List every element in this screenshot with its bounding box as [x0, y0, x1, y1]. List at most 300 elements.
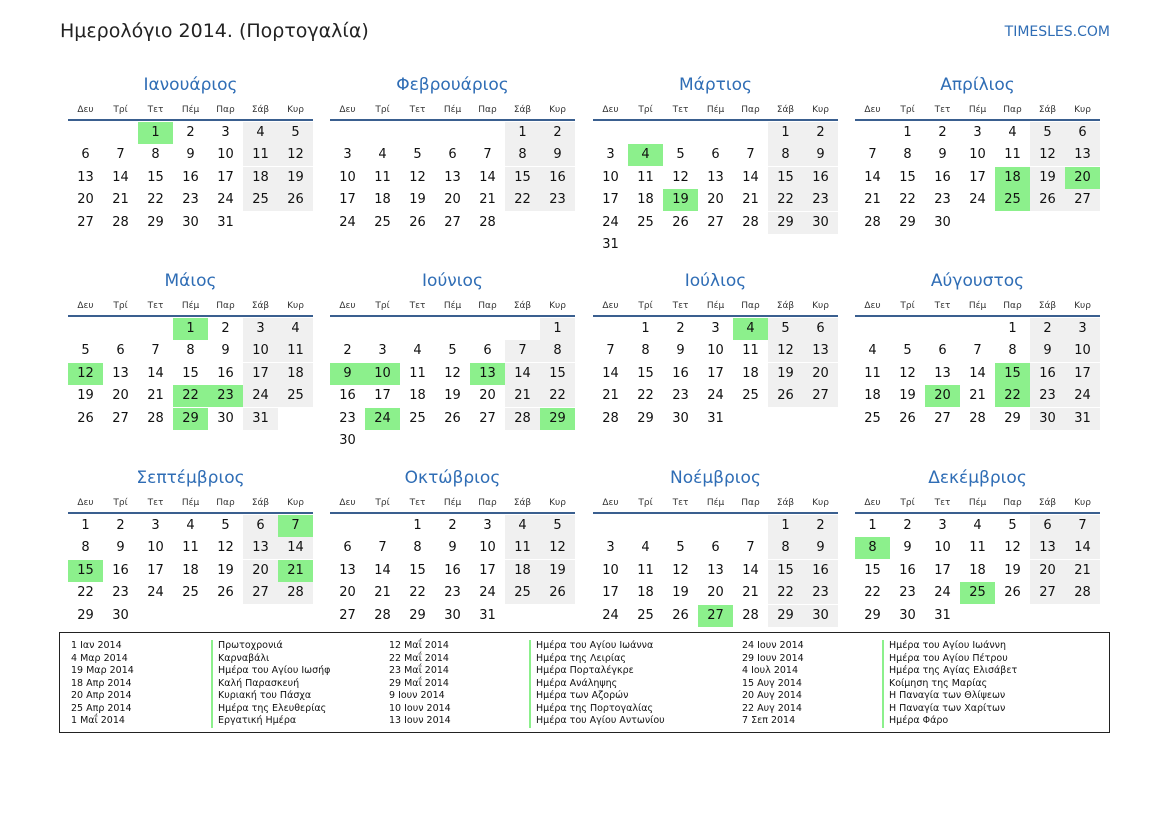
- weekday-label: Τετ: [672, 498, 689, 508]
- day-cell: 25: [374, 214, 391, 230]
- day-cell: 1: [768, 515, 803, 537]
- day-cell: 21: [602, 388, 619, 404]
- day-cell: 22: [864, 585, 881, 601]
- month-rule: [855, 512, 1100, 514]
- day-cell: 17: [243, 363, 278, 385]
- day-cell: 26: [672, 214, 689, 230]
- day-cell: 18: [374, 192, 391, 208]
- month-name: Ιανουάριος: [143, 75, 238, 95]
- day-cell: 12: [1030, 144, 1065, 166]
- day-cell: 7: [606, 343, 615, 359]
- day-cell: 28: [742, 214, 759, 230]
- day-cell: 17: [707, 365, 724, 381]
- weekday-label: Παρ: [478, 498, 497, 508]
- day-cell: 27: [77, 214, 94, 230]
- day-cell: 25: [182, 585, 199, 601]
- weekday-label: Πέμ: [706, 498, 725, 508]
- page-title: Ημερολόγιο 2014. (Πορτογαλία): [60, 20, 369, 42]
- day-cell: 28: [1065, 582, 1100, 604]
- day-cell: 30: [803, 212, 838, 234]
- day-cell: 23: [672, 388, 689, 404]
- day-cell: 2: [448, 518, 457, 533]
- day-cell: 7: [973, 343, 982, 359]
- day-cell: 14: [864, 169, 881, 185]
- day-cell: 26: [278, 189, 313, 211]
- holiday-date: 18 Απρ 2014: [71, 677, 132, 689]
- holiday-name: Η Παναγία των Θλίψεων: [882, 690, 1005, 703]
- day-cell: 4: [243, 122, 278, 144]
- day-cell: 22: [77, 585, 94, 601]
- day-cell: 19: [1004, 562, 1021, 578]
- holiday-day-cell: 29: [173, 408, 208, 430]
- day-cell: 6: [711, 540, 720, 556]
- day-cell: 2: [221, 321, 230, 336]
- month-rule: [68, 119, 313, 121]
- weekday-label: Τρί: [375, 498, 390, 508]
- day-cell: 21: [112, 192, 129, 208]
- day-cell: 6: [343, 540, 352, 556]
- day-cell: 30: [899, 607, 916, 623]
- weekday-label: Δευ: [339, 301, 356, 311]
- day-cell: 19: [899, 388, 916, 404]
- day-cell: 2: [903, 518, 912, 533]
- day-cell: 29: [899, 214, 916, 230]
- day-cell: 6: [448, 147, 457, 163]
- holiday-day-cell: 25: [960, 582, 995, 604]
- day-cell: 18: [505, 560, 540, 582]
- day-cell: 4: [1008, 125, 1017, 140]
- day-cell: 30: [1030, 408, 1065, 430]
- day-cell: 26: [77, 410, 94, 426]
- month-calendar: [330, 73, 575, 263]
- day-cell: 26: [899, 410, 916, 426]
- holiday-name: Καρναβάλι: [211, 653, 269, 666]
- day-cell: 1: [413, 518, 422, 533]
- weekday-label: Δευ: [602, 498, 619, 508]
- month-rule: [330, 512, 575, 514]
- day-cell: 8: [768, 144, 803, 166]
- day-cell: 7: [378, 540, 387, 556]
- day-cell: 4: [973, 518, 982, 533]
- day-cell: 16: [803, 167, 838, 189]
- day-cell: 4: [868, 343, 877, 359]
- day-cell: 30: [182, 214, 199, 230]
- day-cell: 7: [483, 147, 492, 163]
- day-cell: 31: [1065, 408, 1100, 430]
- day-cell: 2: [540, 122, 575, 144]
- weekday-label: Πέμ: [443, 301, 462, 311]
- day-cell: 16: [899, 562, 916, 578]
- day-cell: 20: [243, 560, 278, 582]
- day-cell: 7: [505, 340, 540, 362]
- month-name: Αύγουστος: [930, 271, 1025, 291]
- day-cell: 12: [217, 540, 234, 556]
- holiday-date: 19 Μαρ 2014: [71, 665, 134, 676]
- day-cell: 14: [278, 537, 313, 559]
- month-name: Απρίλιος: [940, 75, 1015, 95]
- day-cell: 27: [707, 214, 724, 230]
- holiday-date: 25 Απρ 2014: [71, 702, 132, 714]
- day-cell: 15: [637, 365, 654, 381]
- day-cell: 24: [479, 585, 496, 601]
- weekday-label: Παρ: [1003, 498, 1022, 508]
- day-cell: 5: [540, 515, 575, 537]
- holiday-date: 9 Ιουν 2014: [389, 690, 445, 701]
- holiday-day-cell: 15: [995, 363, 1030, 385]
- day-cell: 20: [444, 192, 461, 208]
- day-cell: 2: [938, 125, 947, 140]
- holiday-date: 24 Ιουν 2014: [742, 640, 804, 651]
- holiday-name: Ημέρα της Πορτογαλίας: [529, 703, 653, 716]
- weekday-label: Κυρ: [287, 498, 304, 508]
- day-cell: 27: [1065, 189, 1100, 211]
- holiday-date: 22 Μαΐ 2014: [389, 652, 449, 664]
- day-cell: 17: [602, 585, 619, 601]
- day-cell: 15: [768, 560, 803, 582]
- day-cell: 16: [934, 169, 951, 185]
- weekday-label: Παρ: [1003, 105, 1022, 115]
- day-cell: 13: [1030, 537, 1065, 559]
- day-cell: 8: [505, 144, 540, 166]
- holiday-name: Ημέρα Πορταλέγκρε: [529, 665, 634, 678]
- day-cell: 8: [641, 343, 650, 359]
- day-cell: 27: [934, 410, 951, 426]
- holiday-name: Καλή Παρασκευή: [211, 678, 299, 691]
- day-cell: 28: [602, 410, 619, 426]
- day-cell: 31: [217, 214, 234, 230]
- weekday-header: [68, 498, 313, 510]
- holiday-day-cell: 4: [733, 318, 768, 340]
- day-cell: 5: [278, 122, 313, 144]
- day-cell: 26: [1030, 189, 1065, 211]
- weekday-label: Τετ: [672, 301, 689, 311]
- day-cell: 3: [343, 147, 352, 163]
- day-cell: 13: [112, 365, 129, 381]
- day-cell: 25: [864, 410, 881, 426]
- day-cell: 22: [768, 189, 803, 211]
- month-calendar: [593, 466, 838, 656]
- holiday-date: 20 Αυγ 2014: [742, 690, 802, 701]
- day-cell: 9: [540, 144, 575, 166]
- day-cell: 20: [479, 388, 496, 404]
- holiday-day-cell: 10: [365, 363, 400, 385]
- day-cell: 30: [444, 607, 461, 623]
- day-cell: 24: [602, 607, 619, 623]
- day-cell: 31: [934, 607, 951, 623]
- holiday-day-cell: 23: [208, 385, 243, 407]
- day-cell: 24: [934, 585, 951, 601]
- day-cell: 9: [186, 147, 195, 163]
- day-cell: 14: [1065, 537, 1100, 559]
- day-cell: 11: [182, 540, 199, 556]
- weekday-label: Τετ: [672, 105, 689, 115]
- day-cell: 9: [448, 540, 457, 556]
- day-cell: 15: [864, 562, 881, 578]
- day-cell: 3: [378, 343, 387, 359]
- day-cell: 17: [602, 192, 619, 208]
- day-cell: 10: [602, 562, 619, 578]
- day-cell: 14: [969, 365, 986, 381]
- day-cell: 28: [278, 582, 313, 604]
- day-cell: 15: [182, 365, 199, 381]
- weekday-label: Σάβ: [1038, 105, 1057, 115]
- month-calendar: [855, 73, 1100, 263]
- day-cell: 12: [409, 169, 426, 185]
- day-cell: 25: [409, 410, 426, 426]
- day-cell: 27: [1030, 582, 1065, 604]
- weekday-label: Σάβ: [251, 498, 270, 508]
- holiday-day-cell: 15: [68, 560, 103, 582]
- day-cell: 26: [540, 582, 575, 604]
- day-cell: 29: [1004, 410, 1021, 426]
- day-cell: 16: [444, 562, 461, 578]
- day-cell: 17: [934, 562, 951, 578]
- day-cell: 1: [641, 321, 650, 336]
- day-cell: 15: [768, 167, 803, 189]
- day-cell: 2: [803, 122, 838, 144]
- day-cell: 27: [112, 410, 129, 426]
- day-cell: 3: [221, 125, 230, 140]
- day-cell: 13: [934, 365, 951, 381]
- holiday-day-cell: 22: [995, 385, 1030, 407]
- holiday-name: Πρωτοχρονιά: [211, 640, 283, 653]
- weekday-label: Πέμ: [968, 301, 987, 311]
- day-cell: 18: [243, 167, 278, 189]
- weekday-header: [330, 498, 575, 510]
- weekday-label: Δευ: [864, 301, 881, 311]
- day-cell: 19: [217, 562, 234, 578]
- holiday-date: 4 Ιουλ 2014: [742, 665, 798, 676]
- month-name: Δεκέμβριος: [928, 468, 1027, 488]
- month-rule: [855, 315, 1100, 317]
- month-calendar: [855, 269, 1100, 459]
- weekday-header: [330, 105, 575, 117]
- holiday-day-cell: 4: [628, 144, 663, 166]
- holiday-day-cell: 24: [365, 408, 400, 430]
- weekday-label: Τετ: [934, 498, 951, 508]
- day-cell: 28: [742, 607, 759, 623]
- month-rule: [855, 119, 1100, 121]
- day-cell: 24: [217, 192, 234, 208]
- weekday-label: Δευ: [864, 105, 881, 115]
- weekday-label: Τρί: [638, 105, 653, 115]
- day-cell: 30: [934, 214, 951, 230]
- month-name: Μάιος: [164, 271, 217, 291]
- day-cell: 20: [707, 585, 724, 601]
- day-cell: 24: [243, 385, 278, 407]
- day-cell: 18: [637, 585, 654, 601]
- weekday-label: Τρί: [900, 498, 915, 508]
- weekday-label: Κυρ: [1074, 498, 1091, 508]
- day-cell: 12: [672, 169, 689, 185]
- day-cell: 14: [479, 169, 496, 185]
- holiday-name: Ημέρα των Αζορών: [529, 690, 628, 703]
- day-cell: 3: [938, 518, 947, 533]
- weekday-header: [593, 498, 838, 510]
- day-cell: 20: [112, 388, 129, 404]
- weekday-label: Δευ: [77, 105, 94, 115]
- day-cell: 23: [803, 582, 838, 604]
- day-cell: 15: [540, 363, 575, 385]
- day-cell: 6: [1065, 122, 1100, 144]
- weekday-label: Πέμ: [706, 301, 725, 311]
- weekday-label: Δευ: [339, 105, 356, 115]
- weekday-label: Τρί: [375, 105, 390, 115]
- day-cell: 11: [637, 169, 654, 185]
- day-cell: 22: [768, 582, 803, 604]
- weekday-label: Σάβ: [513, 105, 532, 115]
- day-cell: 8: [413, 540, 422, 556]
- day-cell: 22: [899, 192, 916, 208]
- weekday-label: Παρ: [216, 301, 235, 311]
- day-cell: 20: [707, 192, 724, 208]
- day-cell: 29: [77, 607, 94, 623]
- weekday-label: Δευ: [602, 105, 619, 115]
- day-cell: 18: [278, 363, 313, 385]
- day-cell: 7: [868, 147, 877, 163]
- month-name: Ιούλιος: [684, 271, 747, 291]
- day-cell: 6: [483, 343, 492, 359]
- holiday-day-cell: 18: [995, 167, 1030, 189]
- holiday-date: 7 Σεπ 2014: [742, 715, 796, 726]
- day-cell: 1: [1008, 321, 1017, 336]
- day-cell: 6: [81, 147, 90, 163]
- weekday-label: Δευ: [77, 301, 94, 311]
- day-cell: 10: [602, 169, 619, 185]
- day-cell: 28: [864, 214, 881, 230]
- day-cell: 7: [746, 147, 755, 163]
- day-cell: 13: [1065, 144, 1100, 166]
- day-cell: 22: [505, 189, 540, 211]
- weekday-label: Παρ: [741, 498, 760, 508]
- day-cell: 4: [413, 343, 422, 359]
- day-cell: 12: [768, 340, 803, 362]
- day-cell: 19: [444, 388, 461, 404]
- month-rule: [330, 315, 575, 317]
- day-cell: 25: [637, 607, 654, 623]
- weekday-label: Κυρ: [1074, 301, 1091, 311]
- day-cell: 29: [864, 607, 881, 623]
- day-cell: 23: [934, 192, 951, 208]
- holiday-name: Ημέρα του Αγίου Πέτρου: [882, 653, 1008, 666]
- weekday-label: Παρ: [1003, 301, 1022, 311]
- day-cell: 21: [969, 388, 986, 404]
- holiday-date: 10 Ιουν 2014: [389, 702, 451, 714]
- day-cell: 21: [742, 585, 759, 601]
- holiday-name: Ημέρα του Αγίου Ιωάννη: [882, 640, 1006, 653]
- day-cell: 22: [637, 388, 654, 404]
- day-cell: 19: [540, 560, 575, 582]
- day-cell: 29: [768, 212, 803, 234]
- day-cell: 29: [409, 607, 426, 623]
- day-cell: 10: [243, 340, 278, 362]
- day-cell: 2: [803, 515, 838, 537]
- day-cell: 15: [147, 169, 164, 185]
- holiday-name: Κοίμηση της Μαρίας: [882, 678, 987, 691]
- day-cell: 26: [444, 410, 461, 426]
- weekday-header: [68, 301, 313, 313]
- weekday-label: Πέμ: [181, 498, 200, 508]
- day-cell: 19: [278, 167, 313, 189]
- day-cell: 28: [505, 408, 540, 430]
- holiday-day-cell: 22: [173, 385, 208, 407]
- holiday-list: [59, 632, 1110, 733]
- day-cell: 24: [339, 214, 356, 230]
- day-cell: 13: [444, 169, 461, 185]
- day-cell: 3: [711, 321, 720, 336]
- holiday-day-cell: 9: [330, 363, 365, 385]
- weekday-header: [855, 105, 1100, 117]
- weekday-label: Σάβ: [1038, 498, 1057, 508]
- brand-link[interactable]: TIMESLES.COM: [1004, 24, 1110, 40]
- weekday-label: Κυρ: [812, 301, 829, 311]
- day-cell: 11: [409, 365, 426, 381]
- weekday-label: Κυρ: [287, 301, 304, 311]
- weekday-label: Τετ: [409, 498, 426, 508]
- day-cell: 31: [479, 607, 496, 623]
- day-cell: 16: [182, 169, 199, 185]
- month-name: Οκτώβριος: [404, 468, 501, 488]
- day-cell: 13: [803, 340, 838, 362]
- day-cell: 17: [1065, 363, 1100, 385]
- day-cell: 16: [672, 365, 689, 381]
- holiday-name: Η Παναγία των Χαρίτων: [882, 703, 1005, 716]
- day-cell: 10: [934, 540, 951, 556]
- day-cell: 11: [374, 169, 391, 185]
- day-cell: 21: [742, 192, 759, 208]
- day-cell: 16: [112, 562, 129, 578]
- day-cell: 14: [742, 562, 759, 578]
- day-cell: 8: [540, 340, 575, 362]
- day-cell: 19: [672, 585, 689, 601]
- day-cell: 14: [112, 169, 129, 185]
- day-cell: 23: [899, 585, 916, 601]
- day-cell: 18: [409, 388, 426, 404]
- day-cell: 9: [938, 147, 947, 163]
- day-cell: 3: [606, 540, 615, 556]
- day-cell: 21: [864, 192, 881, 208]
- month-rule: [593, 119, 838, 121]
- day-cell: 13: [707, 169, 724, 185]
- day-cell: 1: [768, 122, 803, 144]
- weekday-label: Τετ: [934, 105, 951, 115]
- weekday-label: Τρί: [900, 301, 915, 311]
- day-cell: 2: [676, 321, 685, 336]
- day-cell: 17: [479, 562, 496, 578]
- day-cell: 30: [217, 410, 234, 426]
- month-rule: [593, 512, 838, 514]
- day-cell: 9: [676, 343, 685, 359]
- day-cell: 29: [768, 605, 803, 627]
- day-cell: 14: [374, 562, 391, 578]
- day-cell: 4: [505, 515, 540, 537]
- day-cell: 26: [409, 214, 426, 230]
- weekday-header: [68, 105, 313, 117]
- holiday-date: 13 Ιουν 2014: [389, 715, 451, 726]
- month-name: Σεπτέμβριος: [136, 468, 245, 488]
- weekday-label: Σάβ: [776, 498, 795, 508]
- weekday-label: Τετ: [147, 301, 164, 311]
- day-cell: 18: [969, 562, 986, 578]
- weekday-header: [593, 105, 838, 117]
- holiday-day-cell: 8: [855, 537, 890, 559]
- day-cell: 17: [374, 388, 391, 404]
- day-cell: 5: [903, 343, 912, 359]
- holiday-name: Ημέρα του Αγίου Ιωσήφ: [211, 665, 330, 678]
- weekday-label: Παρ: [478, 105, 497, 115]
- holiday-date: 12 Μαΐ 2014: [389, 640, 449, 651]
- day-cell: 5: [81, 343, 90, 359]
